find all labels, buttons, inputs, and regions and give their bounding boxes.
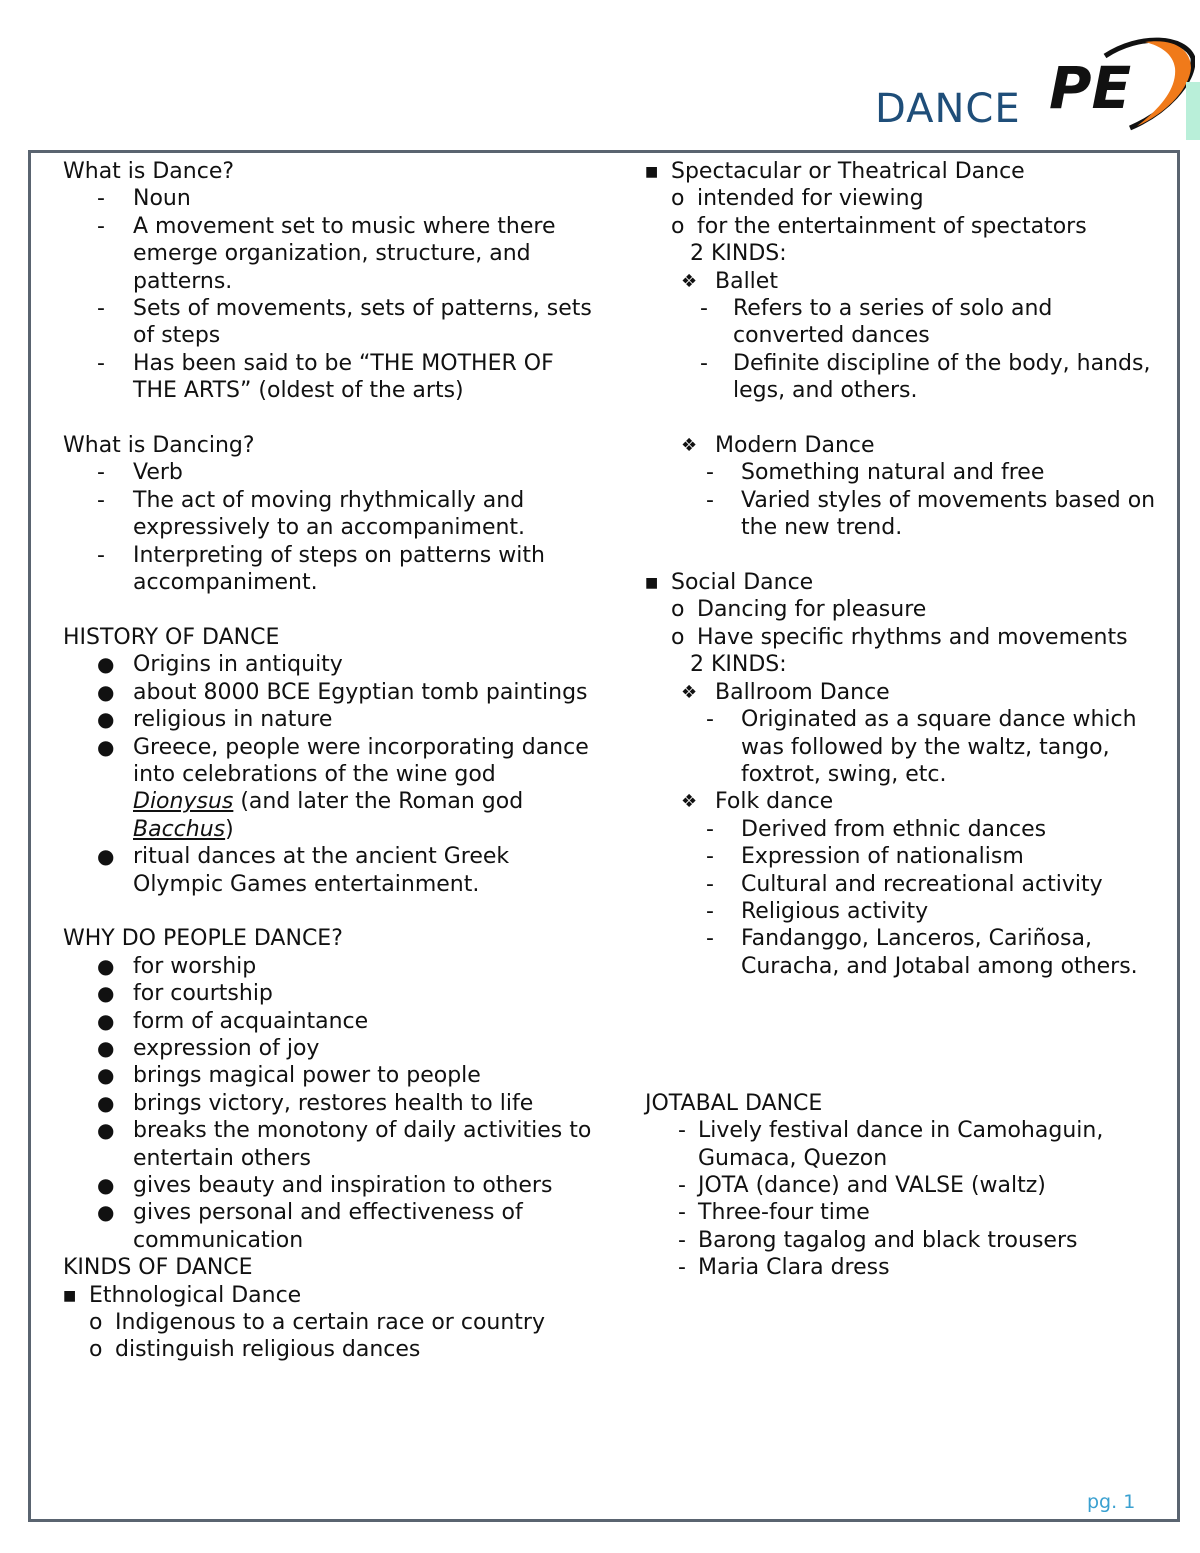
list-item: - Refers to a series of solo and converted dances bbox=[700, 296, 1053, 349]
right-column bbox=[645, 158, 1165, 1282]
left-column bbox=[63, 158, 593, 1364]
why-heading: WHY DO PEOPLE DANCE? bbox=[63, 926, 343, 952]
list-item: o Have specific rhythms and movements bbox=[671, 624, 1128, 650]
list-item: - Derived from ethnic dances bbox=[706, 816, 1047, 842]
kinds-label: 2 KINDS: bbox=[690, 241, 787, 267]
list-item: - Something natural and free bbox=[706, 460, 1045, 486]
list-item: o Dancing for pleasure bbox=[671, 597, 927, 623]
list-item: - Cultural and recreational activity bbox=[706, 871, 1103, 897]
dancing-heading: What is Dancing? bbox=[63, 433, 255, 459]
list-item: ● breaks the monotony of daily activities to entertain others bbox=[97, 1118, 592, 1171]
list-item: - Noun bbox=[97, 186, 191, 212]
list-item: - Interpreting of steps on patterns with accompaniment. bbox=[97, 542, 545, 596]
list-item: ❖ Folk dance bbox=[681, 789, 834, 815]
list-item: - Sets of movements, sets of patterns, sets of steps bbox=[97, 296, 592, 349]
list-item: - Originated as a square dance which was followed by the waltz, tango, foxtrot, swing, etc. bbox=[706, 707, 1137, 787]
bacchus-link[interactable]: Bacchus bbox=[133, 816, 226, 842]
list-item: - Expression of nationalism bbox=[706, 844, 1024, 870]
list-item: ● about 8000 BCE Egyptian tomb paintings bbox=[97, 679, 588, 705]
list-item: o for the entertainment of spectators bbox=[671, 213, 1087, 239]
list-item: - Religious activity bbox=[706, 898, 929, 924]
list-item: - Fandanggo, Lanceros, Cariñosa, Curacha, and Jotabal among others. bbox=[706, 926, 1138, 979]
jotabal-heading: JOTABAL DANCE bbox=[645, 1090, 823, 1116]
list-item: ● Origins in antiquity bbox=[97, 652, 343, 678]
list-item: ❖ Modern Dance bbox=[681, 433, 875, 459]
list-item: - The act of moving rhythmically and expressively to an accompaniment. bbox=[97, 487, 526, 541]
list-item: - Verb bbox=[97, 460, 183, 486]
page-number: pg. 1 bbox=[1087, 1491, 1136, 1513]
list-item: - Lively festival dance in Camohaguin, Gumaca, Quezon bbox=[678, 1118, 1104, 1171]
list-item: ● form of acquaintance bbox=[97, 1008, 369, 1034]
list-item: ● ritual dances at the ancient Greek Olympic Games entertainment. bbox=[97, 844, 510, 897]
list-item: ● religious in nature bbox=[97, 707, 333, 733]
list-item: - Has been said to be “THE MOTHER OF THE ARTS” (oldest of the arts) bbox=[97, 350, 554, 404]
list-item: ● for courtship bbox=[97, 981, 273, 1007]
list-item: ❖ Ballet bbox=[681, 268, 778, 294]
list-item: o intended for viewing bbox=[671, 186, 924, 212]
list-item: - Three-four time bbox=[678, 1200, 870, 1226]
pe-logo bbox=[1045, 28, 1195, 138]
list-item: ❖ Ballroom Dance bbox=[681, 679, 890, 705]
list-item: ■ Social Dance bbox=[645, 570, 814, 596]
list-item: ● Greece, people were incorporating dance into celebrations of the wine god Dionysus (and later the Roman god Bacchus) bbox=[97, 734, 589, 842]
list-item: ■ Ethnological Dance bbox=[63, 1282, 302, 1308]
list-item: ● brings victory, restores health to life bbox=[97, 1090, 534, 1116]
kinds-label: 2 KINDS: bbox=[690, 652, 787, 678]
list-item: - JOTA (dance) and VALSE (waltz) bbox=[678, 1172, 1046, 1198]
list-item: - Maria Clara dress bbox=[678, 1255, 890, 1281]
list-item: ● for worship bbox=[97, 953, 257, 979]
logo-text: PE bbox=[1049, 54, 1132, 122]
history-heading: HISTORY OF DANCE bbox=[63, 624, 280, 650]
dance-heading: What is Dance? bbox=[63, 159, 235, 184]
list-item: - A movement set to music where there emerge organization, structure, and patterns. bbox=[97, 213, 556, 294]
list-item: ● gives personal and effectiveness of communication bbox=[97, 1200, 523, 1253]
accent-bar bbox=[1186, 82, 1200, 140]
dionysus-link[interactable]: Dionysus bbox=[133, 789, 234, 815]
list-item: - Barong tagalog and black trousers bbox=[678, 1227, 1078, 1253]
list-item: - Definite discipline of the body, hands, legs, and others. bbox=[700, 350, 1151, 404]
list-item: - Varied styles of movements based on the new trend. bbox=[706, 487, 1156, 541]
list-item: ● brings magical power to people bbox=[97, 1063, 481, 1089]
kinds-heading: KINDS OF DANCE bbox=[63, 1255, 253, 1281]
list-item: o distinguish religious dances bbox=[89, 1337, 421, 1363]
list-item: ● expression of joy bbox=[97, 1035, 320, 1061]
list-item: ● gives beauty and inspiration to others bbox=[97, 1172, 553, 1198]
page-title: DANCE bbox=[875, 86, 1021, 132]
list-item: o Indigenous to a certain race or country bbox=[89, 1310, 545, 1336]
list-item: ■ Spectacular or Theatrical Dance bbox=[645, 159, 1025, 184]
